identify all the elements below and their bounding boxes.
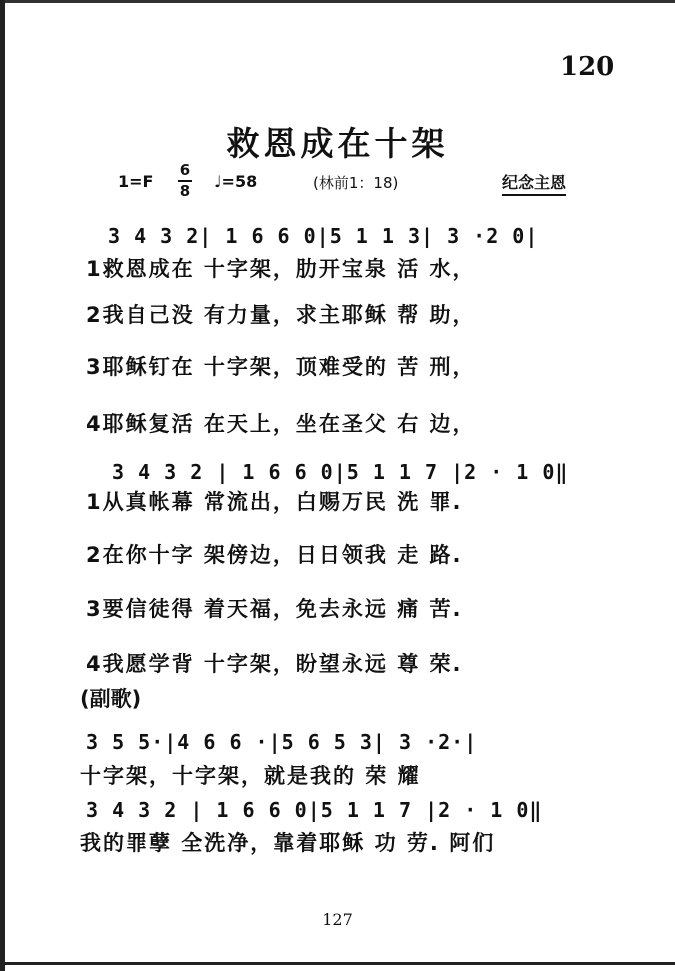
verse-2-line-2: 2在你十字 架傍边，日日领我 走 路. bbox=[86, 543, 463, 567]
verse-3-line-1: 3耶稣钉在 十字架，顶难受的 苦 刑， bbox=[86, 355, 476, 379]
chorus-label: (副歌) bbox=[80, 687, 142, 711]
time-signature bbox=[178, 162, 192, 200]
chorus-lyric-2: 我的罪孽 全洗净，靠着耶稣 功 劳. 阿们 bbox=[80, 831, 496, 855]
chorus-notation-1: 3 5 5·|4 6 6 ·|5 6 5 3| 3 ·2·| bbox=[86, 730, 478, 754]
verse-1-line-1: 1救恩成在 十字架，肋开宝泉 活 水， bbox=[86, 257, 476, 281]
scan-border-bottom bbox=[0, 962, 675, 965]
scan-border-top bbox=[0, 0, 675, 3]
scripture-reference: (林前1：18) bbox=[313, 174, 399, 192]
key-signature: 1=F bbox=[118, 172, 154, 191]
verse-4-line-2: 4我愿学背 十字架，盼望永远 尊 荣. bbox=[86, 652, 463, 676]
verse-2-line-1: 2我自己没 有力量，求主耶稣 帮 助， bbox=[86, 303, 476, 327]
time-denominator: 8 bbox=[179, 182, 191, 200]
dedication: 纪念主恩 bbox=[502, 170, 566, 196]
verse-3-line-2: 3要信徒得 着天福，免去永远 痛 苦. bbox=[86, 597, 463, 621]
verse-1-line-2: 1从真帐幕 常流出，白赐万民 洗 罪. bbox=[86, 490, 463, 514]
tempo-marking: ♩=58 bbox=[214, 172, 258, 191]
notation-line-1: 3 4 3 2| 1 6 6 0|5 1 1 3| 3 ·2 0| bbox=[108, 224, 539, 248]
verse-4-line-1: 4耶稣复活 在天上，坐在圣父 右 边， bbox=[86, 412, 476, 436]
page-number: 127 bbox=[322, 910, 353, 929]
chorus-notation-2: 3 4 3 2 | 1 6 6 0|5 1 1 7 |2 · 1 0‖ bbox=[86, 798, 543, 822]
hymn-number: 120 bbox=[560, 52, 615, 82]
notation-line-2: 3 4 3 2 | 1 6 6 0|5 1 1 7 |2 · 1 0‖ bbox=[112, 460, 569, 484]
time-numerator: 6 bbox=[179, 161, 191, 179]
hymn-title: 救恩成在十架 bbox=[226, 124, 449, 163]
chorus-lyric-1: 十字架，十字架，就是我的 荣 耀 bbox=[80, 764, 421, 788]
